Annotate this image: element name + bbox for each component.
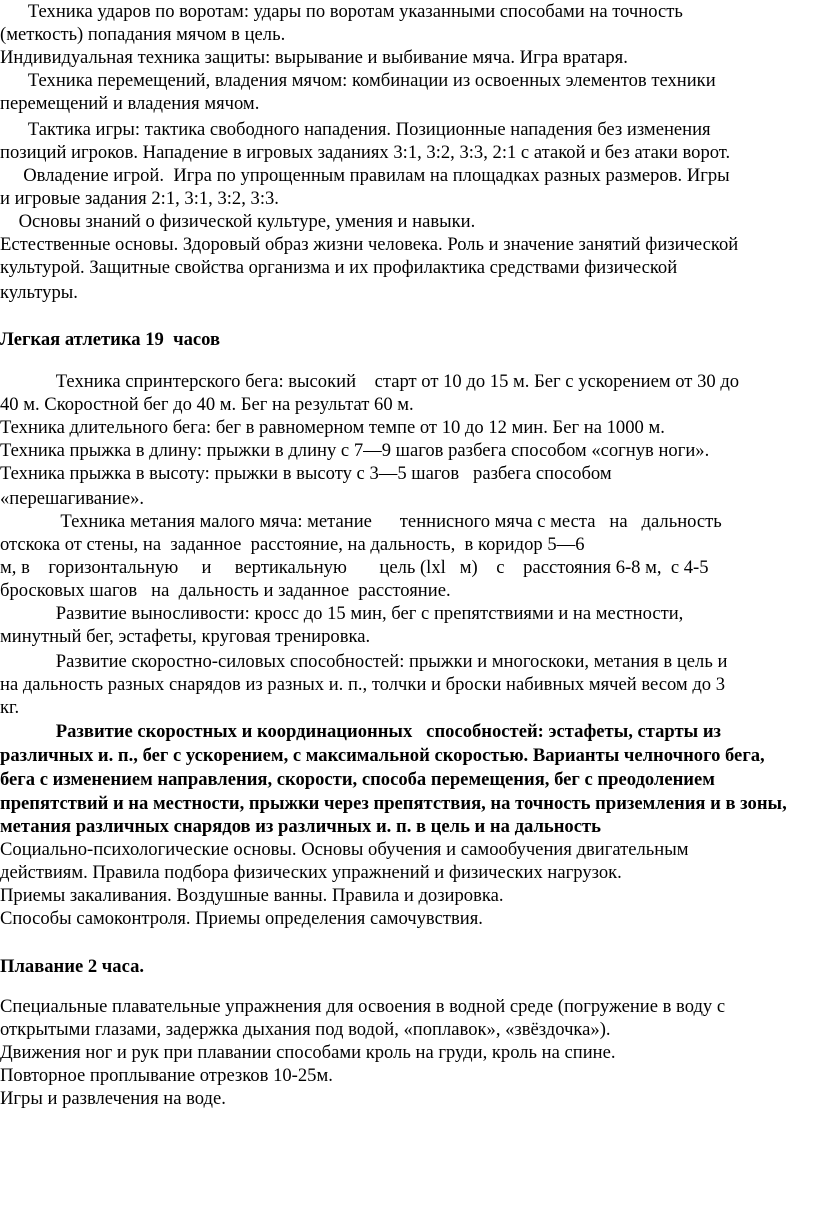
bold-paragraph-line: метания различных снарядов из различных и. п. в цель и на дальность [0,816,601,837]
paragraph-line: открытыми глазами, задержка дыхания под водой, «поплавок», «звёздочка»). [0,1019,611,1040]
paragraph-line: позиций игроков. Нападение в игровых заданиях 3:1, 3:2, 3:3, 2:1 с атакой и без атаки ворот. [0,142,731,163]
paragraph-line: Развитие выносливости: кросс до 15 мин, бег с препятствиями и на местности, [0,603,684,624]
paragraph-line: (меткость) попадания мячом в цель. [0,24,286,45]
paragraph-line: Игры и развлечения на воде. [0,1088,226,1109]
paragraph-line: бросковых шагов на дальность и заданное расстояние. [0,580,451,601]
paragraph-line: Развитие скоростно-силовых способностей: прыжки и многоскоки, метания в цель и [0,651,728,672]
paragraph-line: и игровые задания 2:1, 3:1, 3:2, 3:3. [0,188,279,209]
paragraph-line: действиям. Правила подбора физических упражнений и физических нагрузок. [0,862,622,883]
paragraph-line: 40 м. Скоростной бег до 40 м. Бег на результат 60 м. [0,394,414,415]
bold-paragraph-line: Развитие скоростных и координационных способностей: эстафеты, старты из [0,721,721,742]
paragraph-line: на дальность разных снарядов из разных и. п., толчки и броски набивных мячей весом до 3 [0,674,726,695]
paragraph-line: Техника перемещений, владения мячом: комбинации из освоенных элементов техники [0,70,716,91]
paragraph-line: Специальные плавательные упражнения для освоения в водной среде (погружение в воду с [0,996,726,1017]
paragraph-line: Естественные основы. Здоровый образ жизни человека. Роль и значение занятий физической [0,234,739,255]
paragraph-line: Техника длительного бега: бег в равномерном темпе от 10 до 12 мин. Бег на 1000 м. [0,417,665,438]
paragraph-line: минутный бег, эстафеты, круговая тренировка. [0,626,371,647]
paragraph-line: перемещений и владения мячом. [0,93,260,114]
paragraph-line: кг. [0,697,20,718]
bold-paragraph-line: различных и. п., бег с ускорением, с максимальной скоростью. Варианты челночного бега, [0,745,765,766]
paragraph-line: Движения ног и рук при плавании способами кроль на груди, кроль на спине. [0,1042,616,1063]
paragraph-line: м, в горизонтальную и вертикальную цель (lxl м) с расстояния 6-8 м, с 4-5 [0,557,709,578]
paragraph-line: Социально-психологические основы. Основы обучения и самообучения двигательным [0,839,689,860]
paragraph-line: Техника метания малого мяча: метание теннисного мяча с места на дальность [0,511,722,532]
section-heading: Плавание 2 часа. [0,956,145,977]
paragraph-line: Овладение игрой. Игра по упрощенным правилам на площадках разных размеров. Игры [0,165,730,186]
paragraph-line: Повторное проплывание отрезков 10-25м. [0,1065,333,1086]
paragraph-line: Индивидуальная техника защиты: вырывание и выбивание мяча. Игра вратаря. [0,47,628,68]
paragraph-line: культуры. [0,282,78,303]
paragraph-line: «перешагивание». [0,488,145,509]
paragraph-line: Способы самоконтроля. Приемы определения самочувствия. [0,908,483,929]
paragraph-line: отскока от стены, на заданное расстояние, на дальность, в коридор 5—6 [0,534,585,555]
paragraph-line: Основы знаний о физической культуре, умения и навыки. [0,211,476,232]
section-heading: Легкая атлетика 19 часов [0,329,221,350]
paragraph-line: Тактика игры: тактика свободного нападения. Позиционные нападения без изменения [0,119,711,140]
paragraph-line: Техника прыжка в длину: прыжки в длину с 7—9 шагов разбега способом «согнув ноги». [0,440,710,461]
paragraph-line: Техника прыжка в высоту: прыжки в высоту с 3—5 шагов разбега способом [0,463,612,484]
bold-paragraph-line: препятствий и на местности, прыжки через препятствия, на точность приземления и в зоны, [0,793,787,814]
paragraph-line: Техника спринтерского бега: высокий старт от 10 до 15 м. Бег с ускорением от 30 до [0,371,740,392]
paragraph-line: Техника ударов по воротам: удары по воротам указанными способами на точность [0,1,683,22]
paragraph-line: культурой. Защитные свойства организма и их профилактика средствами физической [0,257,678,278]
paragraph-line: Приемы закаливания. Воздушные ванны. Правила и дозировка. [0,885,504,906]
bold-paragraph-line: бега с изменением направления, скорости, способа перемещения, бег с преодолением [0,769,715,790]
